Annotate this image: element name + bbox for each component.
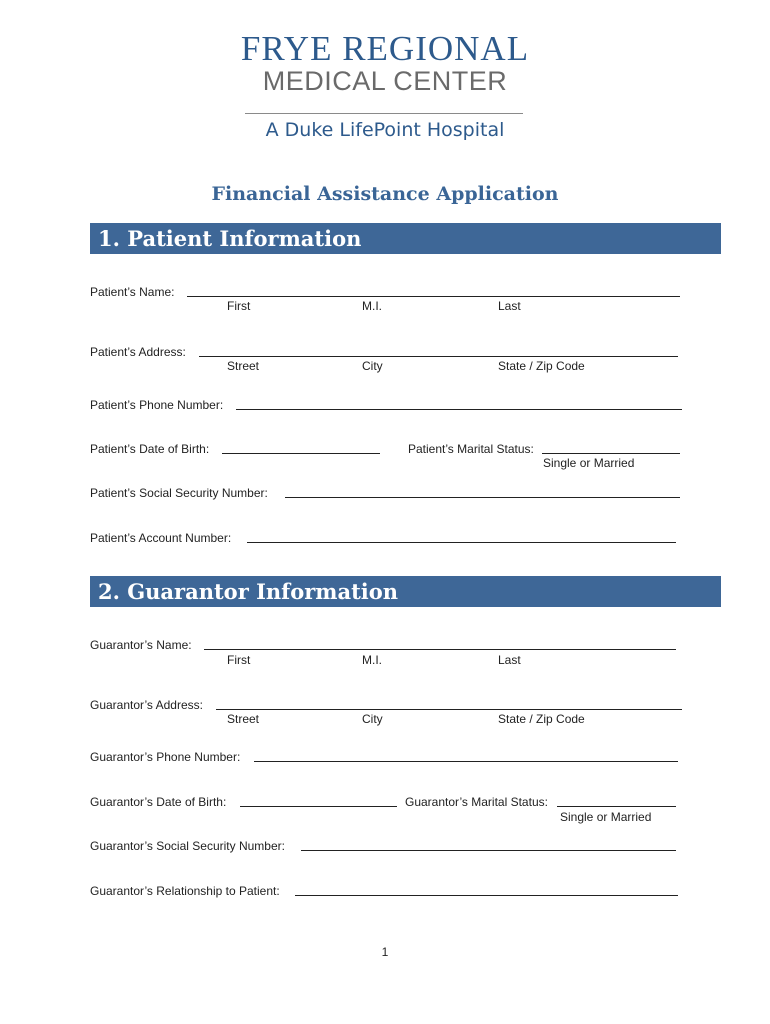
logo-tagline: A Duke LifePoint Hospital — [265, 119, 505, 141]
patient-ssn-field[interactable] — [285, 497, 680, 498]
guarantor-phone-label: Guarantor’s Phone Number: — [90, 750, 241, 764]
guarantor-name-mi-caption: M.I. — [362, 653, 382, 667]
guarantor-address-street-caption: Street — [227, 712, 260, 726]
patient-name-field[interactable] — [187, 296, 680, 297]
page-number: 1 — [381, 945, 389, 959]
guarantor-relationship-label: Guarantor’s Relationship to Patient: — [90, 884, 280, 898]
patient-section-heading: 1. Patient Information — [90, 223, 721, 254]
patient-name-first-caption: First — [227, 299, 251, 313]
patient-address-city-caption: City — [362, 359, 383, 373]
guarantor-ssn-field[interactable] — [301, 850, 676, 851]
guarantor-address-city-caption: City — [362, 712, 383, 726]
guarantor-marital-label: Guarantor’s Marital Status: — [405, 795, 548, 809]
logo-subtitle: MEDICAL CENTER — [262, 66, 508, 96]
guarantor-address-state-zip-caption: State / Zip Code — [498, 712, 585, 726]
patient-name-label: Patient’s Name: — [90, 285, 175, 299]
guarantor-marital-hint: Single or Married — [560, 810, 652, 824]
guarantor-name-first-caption: First — [227, 653, 251, 667]
patient-marital-hint: Single or Married — [543, 456, 635, 470]
patient-marital-label: Patient’s Marital Status: — [408, 442, 534, 456]
patient-address-field[interactable] — [199, 356, 678, 357]
patient-address-street-caption: Street — [227, 359, 260, 373]
patient-account-label: Patient’s Account Number: — [90, 531, 232, 545]
patient-address-state-zip-caption: State / Zip Code — [498, 359, 585, 373]
logo-divider — [245, 113, 523, 114]
guarantor-name-field[interactable] — [204, 649, 676, 650]
patient-account-field[interactable] — [247, 542, 676, 543]
guarantor-ssn-label: Guarantor’s Social Security Number: — [90, 839, 285, 853]
guarantor-dob-label: Guarantor’s Date of Birth: — [90, 795, 227, 809]
logo-title: FRYE REGIONAL — [240, 29, 530, 68]
patient-dob-label: Patient’s Date of Birth: — [90, 442, 210, 456]
guarantor-relationship-field[interactable] — [295, 895, 678, 896]
guarantor-section-heading: 2. Guarantor Information — [90, 576, 721, 607]
patient-marital-field[interactable] — [542, 453, 680, 454]
guarantor-address-field[interactable] — [216, 709, 682, 710]
patient-phone-field[interactable] — [236, 409, 682, 410]
patient-address-label: Patient’s Address: — [90, 345, 186, 359]
guarantor-phone-field[interactable] — [254, 761, 678, 762]
guarantor-marital-field[interactable] — [557, 806, 676, 807]
patient-name-last-caption: Last — [498, 299, 521, 313]
guarantor-dob-field[interactable] — [240, 806, 397, 807]
document-title: Financial Assistance Application — [211, 183, 559, 205]
patient-dob-field[interactable] — [222, 453, 380, 454]
guarantor-name-last-caption: Last — [498, 653, 521, 667]
guarantor-name-label: Guarantor’s Name: — [90, 638, 192, 652]
guarantor-address-label: Guarantor’s Address: — [90, 698, 203, 712]
patient-ssn-label: Patient’s Social Security Number: — [90, 486, 268, 500]
patient-phone-label: Patient’s Phone Number: — [90, 398, 224, 412]
patient-name-mi-caption: M.I. — [362, 299, 382, 313]
